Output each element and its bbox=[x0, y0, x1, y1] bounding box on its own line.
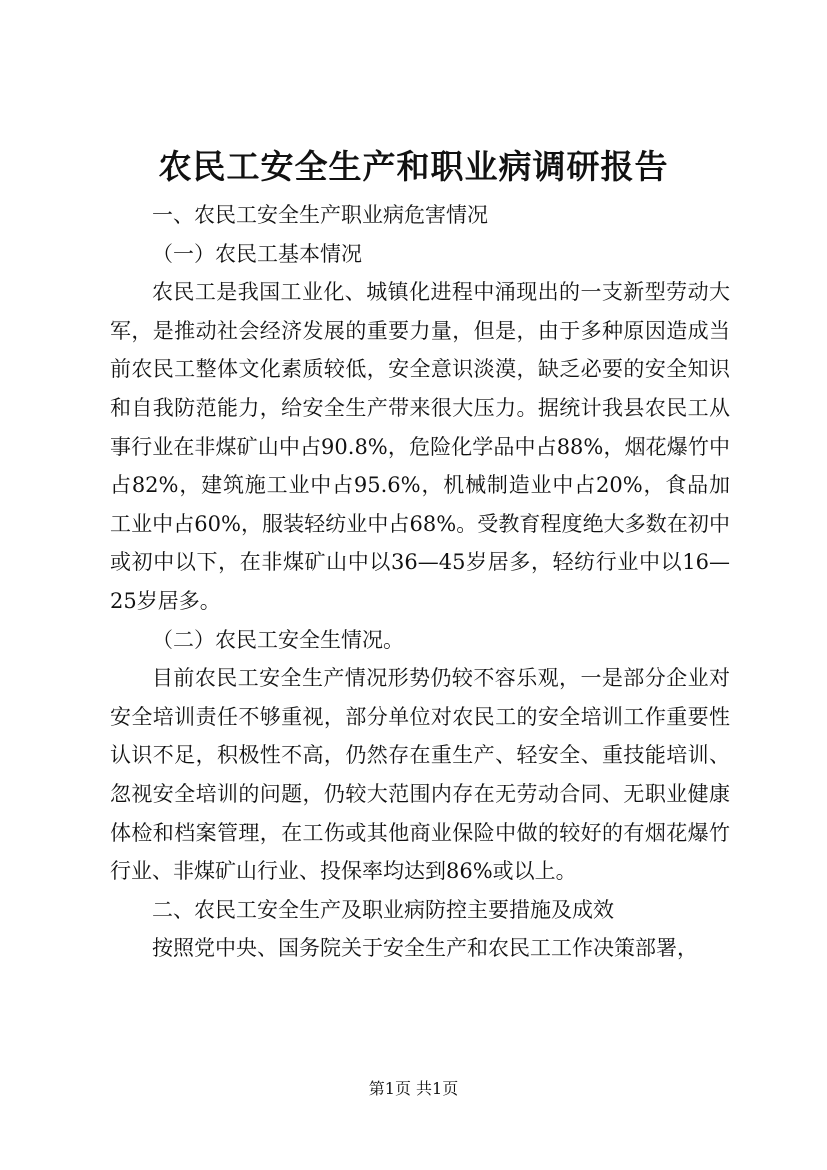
section-heading-1: 一、农民工安全生产职业病危害情况 bbox=[152, 203, 488, 227]
subsection-heading-1: （一）农民工基本情况 bbox=[152, 241, 362, 266]
document-body bbox=[110, 196, 730, 968]
document-title: 农民工安全生产和职业病调研报告 bbox=[158, 147, 669, 186]
body-paragraph-1: 农民工是我国工业化、城镇化进程中涌现出的一支新型劳动大军，是推动社会经济发展的重要力量，但是，由于多种原因造成当前农民工整体文化素质较低，安全意识淡漠，缺乏必要的安全知识和自我防范能力，给安全生产带来很大压力。据统计我县农民工从事行业在非煤矿山中占90.8%，危险化学品中占88%，烟花爆竹中占82%，建筑施工业中占95.6%，机械制造业中占20%，食品加工业中占60%，服装轻纺业中占68%。受教育程度绝大多数在初中或初中以下，在非煤矿山中以36—45岁居多，轻纺行业中以16—25岁居多。 bbox=[110, 280, 730, 613]
section-heading-2: 二、农民工安全生产及职业病防控主要措施及成效 bbox=[152, 897, 614, 922]
body-paragraph-2: 目前农民工安全生产情况形势仍较不容乐观，一是部分企业对安全培训责任不够重视，部分单位对农民工的安全培训工作重要性认识不足，积极性不高，仍然存在重生产、轻安全、重技能培训、忽视安全培训的问题，仍较大范围内存在无劳动合同、无职业健康体检和档案管理，在工伤或其他商业保险中做的较好的有烟花爆竹行业、非煤矿山行业、投保率均达到86%或以上。 bbox=[110, 666, 730, 884]
page-number-footer: 第1页 共1页 bbox=[368, 1079, 459, 1098]
subsection-heading-2: （二）农民工安全生情况。 bbox=[152, 627, 404, 652]
body-paragraph-3: 按照党中央、国务院关于安全生产和农民工工作决策部署， bbox=[152, 936, 698, 961]
